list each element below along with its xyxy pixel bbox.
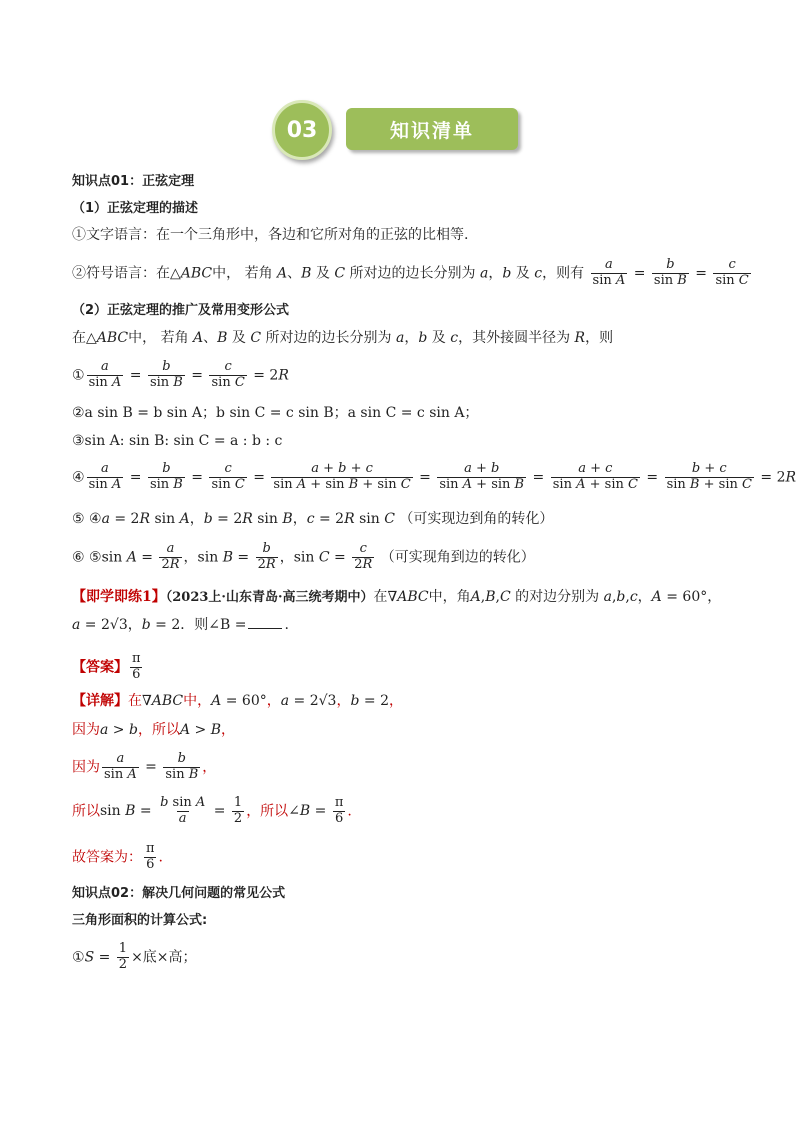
detail-line-1: 【详解】在∇ABC中，A = 60°，a = 2√3，b = 2， bbox=[72, 693, 403, 709]
detail-line-3: 因为 $\frac{a}{\text{sin A}}$ = $\frac{b}{\text{sin B}}$ ， bbox=[72, 751, 217, 782]
exercise-line-2: a = 2√3，b = 2．则∠B = . bbox=[72, 617, 289, 633]
section-title-bar bbox=[346, 108, 518, 150]
exercise-line-1: 【即学即练1】（2023上·山东青岛·高三统考期中）在∇ABC中，角A,B,C 的对边分别为 a,b,c，A = 60°， bbox=[72, 589, 722, 605]
section-number-badge bbox=[272, 100, 332, 160]
k1-symbol-language: ②符号语言：在△ABC中， 若角 A、B 及 C 所对边的边长分别为 a，b 及 c，则有 $\frac{a}{\text{sin A}}$ = $\frac{b}{\text{sin B}}$ = $\frac{c}{\text{sin C}}$ bbox=[72, 257, 749, 288]
k2-formula-1: ①S = $\frac{1}{2}$ ×底×高； bbox=[72, 941, 197, 972]
k1-formula-4: ④ $\frac{a}{\text{sin A}}$ = $\frac{b}{\text{sin B}}$ = $\frac{c}{\text{sin C}}$ = $\frac{a + b + c}{\text{sin A + sin B + sin C}}$ = $\frac{a + b}{\text{sin A + sin B}}$ = $\frac{a + c}{\text{sin A + sin C}}$ = $\frac{b + c}{\text{sin B + sin C}}$ = 2R bbox=[72, 461, 796, 492]
k1-text-language: ①文字语言：在一个三角形中，各边和它所对角的正弦的比相等. bbox=[72, 227, 469, 243]
k1-formula-3: ③sin A: sin B: sin C = a : b : c bbox=[72, 433, 283, 449]
answer-blank bbox=[248, 628, 282, 629]
k2-heading: 知识点02：解决几何问题的常见公式 bbox=[72, 886, 286, 901]
k1-sub2: （2）正弦定理的推广及常用变形公式 bbox=[72, 303, 290, 318]
k1-sub1: （1）正弦定理的描述 bbox=[72, 201, 199, 216]
section-number: 03 bbox=[286, 117, 318, 143]
k1-intro: 在△ABC中， 若角 A、B 及 C 所对边的边长分别为 a，b 及 c，其外接圆半径为 R，则 bbox=[72, 330, 614, 346]
answer-line: 【答案】 $\frac{\pi}{6}$ bbox=[72, 651, 141, 682]
k1-formula-5: ⑤ ④a = 2R sin A，b = 2R sin B，c = 2R sin C （可实现边到角的转化） bbox=[72, 511, 554, 527]
detail-line-2: 因为a > b，所以A > B， bbox=[72, 722, 236, 738]
k1-heading: 知识点01：正弦定理 bbox=[72, 174, 195, 189]
detail-line-4: 所以sin B = $\frac{\text{b sin A}}{a}$ = $\frac{1}{2}$ ，所以∠B = $\frac{\pi}{6}$ . bbox=[72, 795, 352, 826]
k2-sub: 三角形面积的计算公式: bbox=[72, 913, 208, 928]
section-title: 知识清单 bbox=[389, 119, 474, 142]
exercise-tag: 【即学即练1】 bbox=[72, 589, 166, 605]
k1-formula-2: ②a sin B = b sin A；b sin C = c sin B；a sin C = c sin A； bbox=[72, 405, 479, 421]
k1-formula-6: ⑥ ⑤sin A = $\frac{a}{2R}$ ，sin B = $\frac{b}{2R}$ ，sin C = $\frac{c}{2R}$ （可实现角到边的转化） bbox=[72, 541, 535, 572]
answer-tag: 【答案】 bbox=[72, 659, 128, 676]
detail-tag: 【详解】 bbox=[72, 693, 128, 709]
detail-final: 故答案为： $\frac{\pi}{6}$ . bbox=[72, 841, 163, 872]
k1-formula-1: ① $\frac{a}{\text{sin A}}$ = $\frac{b}{\text{sin B}}$ = $\frac{c}{\text{sin C}}$ = 2R bbox=[72, 359, 289, 390]
section-badge bbox=[272, 100, 524, 162]
